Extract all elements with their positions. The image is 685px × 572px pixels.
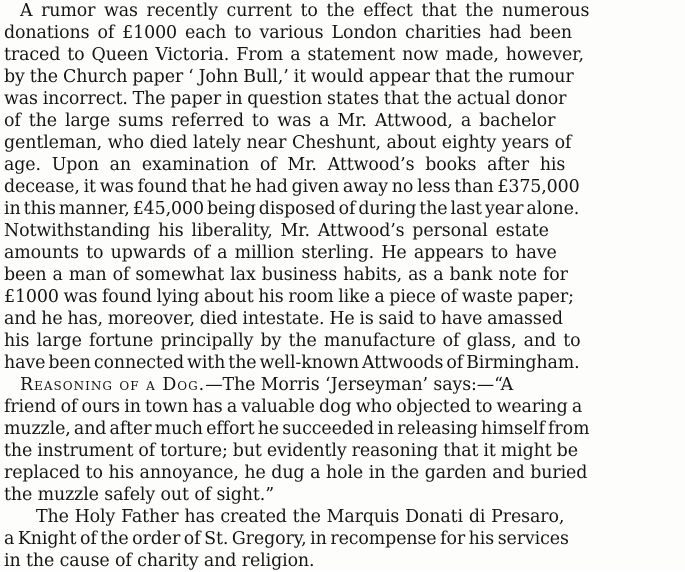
text-line: friend of ours in town has a valuable dog who objected to wearing a	[4, 397, 583, 417]
text-line: £1000 was found lying about his room like a piece of waste paper;	[4, 287, 574, 307]
text-line: age. Upon an examination of Mr. Attwood’s books after his	[4, 155, 566, 175]
text-line: Notwithstanding his liberality, Mr. Attwood’s personal estate	[4, 221, 549, 241]
text-line: the muzzle safely out of sight.”	[4, 485, 274, 505]
text-line: A rumor was recently current to the effect that the numerous	[20, 1, 590, 21]
text-line: in the cause of charity and religion.	[4, 551, 315, 571]
text-line: donations of £1000 each to various London charities had been	[4, 23, 573, 43]
text-line: decease, it was found that he had given away no less than £375,000	[4, 177, 580, 197]
text-line: was incorrect. The paper in question states that the actual donor	[4, 89, 567, 109]
text-line: muzzle, and after much effort he succeeded in releasing himself from	[4, 419, 590, 439]
dog-paragraph-first-line	[20, 374, 680, 396]
text-line: his large fortune principally by the manufacture of glass, and to	[4, 331, 581, 351]
text-line: a Knight of the order of St. Gregory, in recompense for his services	[4, 529, 569, 549]
text-line: and he has, moreover, died intestate. He is said to have amassed	[4, 309, 563, 329]
text-line: in this manner, £45,000 being disposed of during the last year alone.	[4, 199, 580, 219]
text-line: The Holy Father has created the Marquis Donati di Presaro,	[36, 507, 565, 527]
text-line: been a man of somewhat lax business habits, as a bank note for	[4, 265, 568, 285]
text-line: the instrument of torture; but evidently reasoning that it might be	[4, 441, 578, 461]
dog-heading: Reasoning of a Dog.	[20, 375, 206, 395]
text-line: have been connected with the well-known Attwoods of Birmingham.	[4, 353, 580, 373]
text-line: amounts to upwards of a million sterling. He appears to have	[4, 243, 557, 263]
text-line: traced to Queen Victoria. From a statement now made, however,	[4, 45, 584, 65]
text-line: by the Church paper ‘ John Bull,’ it would appear that the rumour	[4, 67, 574, 87]
text-line: replaced to his annoyance, he dug a hole in the garden and buried	[4, 463, 588, 483]
dog-intro: —The Morris ‘Jerseyman’ says:—“A	[205, 375, 514, 395]
text-line: of the large sums referred to was a Mr. Attwood, a bachelor	[4, 111, 556, 131]
text-line: gentleman, who died lately near Cheshunt, about eighty years of	[4, 133, 572, 153]
